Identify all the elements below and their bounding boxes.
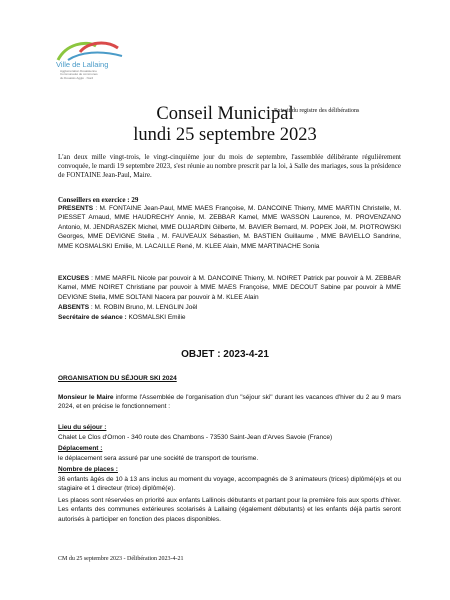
secretaire-label: Secrétaire de séance : xyxy=(58,314,127,321)
deplacement-label: Déplacement : xyxy=(58,445,103,452)
logo-tagline-line: Communauté de communes xyxy=(60,72,98,77)
intro-paragraph: L'an deux mille vingt-trois, le vingt-cinquième jour du mois de septembre, l'assemblée délibérante régulièrement convoquée, le mardi 19 septembre 2023, s'est réunie au nombre prescrit par la loi, à Salle des mariages, sous la présidence de FONTAINE Jean-Paul, Maire. xyxy=(58,153,401,179)
secretaire-paragraph xyxy=(58,313,401,322)
page-title: Conseil Municipal xyxy=(156,104,294,124)
city-logo xyxy=(56,40,126,90)
secretaire-text: KOSMALSKI Emilie xyxy=(126,314,186,321)
extract-label: Extrait du registre des délibérations xyxy=(274,108,360,114)
logo-name: Ville de Lallaing xyxy=(56,60,109,69)
subject-title: ORGANISATION DU SÉJOUR SKI 2024 xyxy=(58,375,177,382)
excuses-paragraph xyxy=(58,274,401,302)
places-label: Nombre de places : xyxy=(58,466,118,473)
presents-text: : M. FONTAINE Jean-Paul, MME MAES Françoise, M. DANCOINE Thierry, MME MARTIN Christelle, M. PIESSET Arnaud, MME HAUDRECHY Annie, M. ZEBBAR Kamel, MME WASSON Laurence, M. PROVENZANO Antonio, M. JENDRASZEK Michel, MME DUJARDIN Gilberte, M. BAVIER Bernard, M. POPEK Joël, M. PIOTROWSKI Georges, MME DEVIGNE Stella , M. FAUVEAUX Sébastien, M. BASTIEN Guillaume , MME BAVIELLO Sandrine, MME KOSMALSKI Emilie, M. LACAILLE René, M. KLEE Alain, MME MARTINACHE Sonia xyxy=(58,205,401,250)
conseillers-label: Conseillers en exercice : 29 xyxy=(58,196,139,204)
objet-heading: OBJET : 2023-4-21 xyxy=(181,349,269,360)
logo-swoosh-icon xyxy=(56,40,126,62)
page-footer: CM du 25 septembre 2023 - Délibération 2023-4-21 xyxy=(58,556,184,562)
logo-tagline-line: Agglomération Douaisienne xyxy=(60,69,97,73)
lieu-label: Lieu du séjour : xyxy=(58,424,107,431)
excuses-label: EXCUSES xyxy=(58,275,90,282)
excuses-text: : MME MARFIL Nicole par pouvoir à M. DANCOINE Thierry, M. NOIRET Patrick par pouvoir à M. ZEBBAR Kamel, MME NOIRET Christiane par pouvoir à MME MAES Françoise, MME DECOUT Sabine par pouvoir à MME DEVIGNE Stella, MME SOLTANI Nacera par pouvoir à M. KLEE Alain xyxy=(58,275,401,301)
presents-label: PRESENTS xyxy=(58,205,94,212)
maire-text: informe l'Assemblée de l'organisation d'un "séjour ski" durant les vacances d'hiver du 2 au 9 mars 2024, et en précise le fonctionnement : xyxy=(58,394,401,411)
absents-paragraph xyxy=(58,303,401,312)
meeting-date: lundi 25 septembre 2023 xyxy=(133,125,317,145)
places-text-1: 36 enfants âgés de 10 à 13 ans inclus au moment du voyage, accompagnés de 3 animateurs (trices) diplômé(e)s et ou stagiaire et 1 directeur (trice) diplômé(e). xyxy=(58,476,401,493)
places-text-2: Les places sont réservées en priorité aux enfants Lallinois débutants et partant pour la première fois aux sports d'hiver. Les enfants des communes extérieures scolarisés à Lallaing (également débutants) et les enfants déjà partis seront autorisés à participer en fonction des places disponibles. xyxy=(58,497,401,523)
lieu-text: Chalet Le Clos d'Ornon - 340 route des Chambons - 73530 Saint-Jean d'Arves Savoie (France) xyxy=(58,434,333,441)
maire-lead: Monsieur le Maire xyxy=(58,394,114,401)
maire-paragraph xyxy=(58,393,401,412)
absents-text: : M. ROBIN Bruno, M. LENGLIN Joël xyxy=(89,304,198,311)
absents-label: ABSENTS xyxy=(58,304,90,311)
logo-tagline xyxy=(60,70,98,80)
presents-paragraph xyxy=(58,204,401,251)
logo-tagline-line: du Douaisis Agglo · Nord xyxy=(60,75,94,80)
deplacement-text: le déplacement sera assuré par une société de transport de tourisme. xyxy=(58,455,259,462)
